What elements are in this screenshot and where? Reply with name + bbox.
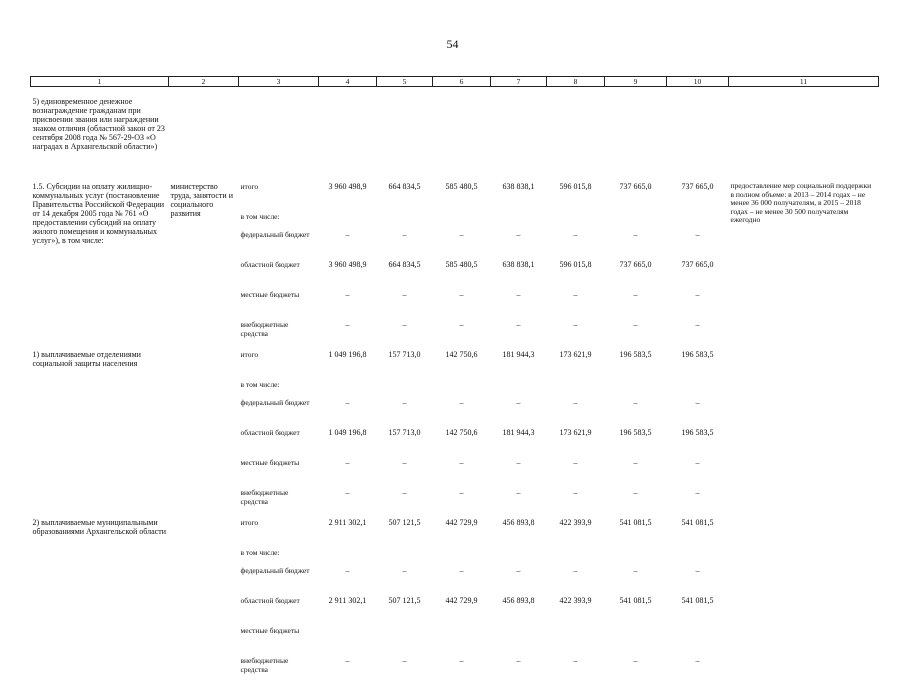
- amount-cell: 737 665,0: [619, 182, 652, 191]
- amount-cell: [433, 545, 491, 563]
- amount-cell: –: [573, 290, 578, 299]
- amount-cell: –: [459, 398, 464, 407]
- amount-cell: 541 081,5: [619, 518, 652, 527]
- amount-cell: –: [345, 320, 350, 329]
- funding-source: областной бюджет: [240, 260, 300, 269]
- amount-cell: [667, 209, 729, 227]
- amount-cell: [667, 377, 729, 395]
- amount-cell: [491, 209, 547, 227]
- amount-cell: 196 583,5: [619, 350, 652, 359]
- amount-cell: –: [516, 230, 521, 239]
- section-name: 1) выплачиваемые отделениями социальной защиты населения: [32, 350, 141, 368]
- amount-cell: 541 081,5: [681, 518, 714, 527]
- section-executor: [169, 515, 239, 683]
- funding-source: федеральный бюджет: [240, 566, 310, 575]
- amount-cell: [491, 377, 547, 395]
- funding-source: итого: [240, 518, 259, 527]
- amount-cell: –: [695, 566, 700, 575]
- amount-cell: [547, 623, 605, 653]
- amount-cell: 157 713,0: [388, 428, 421, 437]
- amount-cell: 1 049 196,8: [328, 350, 367, 359]
- amount-cell: –: [345, 566, 350, 575]
- intro-item-name: 5) единовременное денежное вознаграждение гражданам при присвоении звания или награждении знаком отличия (областной закон от 23 сентября 2008 года № 567-29-ОЗ «О наградах в Архангельской области»): [32, 97, 165, 151]
- amount-cell: –: [695, 320, 700, 329]
- amount-cell: [667, 623, 729, 653]
- header-cell: 5: [377, 77, 433, 87]
- funding-source: в том числе:: [240, 380, 280, 389]
- amount-cell: 585 480,5: [445, 182, 478, 191]
- funding-source: внебюджетные средства: [240, 320, 289, 338]
- amount-cell: –: [633, 230, 638, 239]
- amount-cell: 456 893,8: [502, 518, 535, 527]
- section-goal: предоставление мер социальной поддержки в полном объеме: в 2013 – 2014 годах – не менее 36 000 получателям, в 2015 – 2018 годах – не менее 30 500 получателям ежегодно: [730, 181, 872, 224]
- amount-cell: –: [402, 458, 407, 467]
- amount-cell: [605, 377, 667, 395]
- section-executor: министерство труда, занятости и социального развития: [170, 182, 233, 218]
- amount-cell: [491, 623, 547, 653]
- amount-cell: –: [459, 566, 464, 575]
- header-cell: 6: [433, 77, 491, 87]
- amount-cell: –: [345, 458, 350, 467]
- amount-cell: 422 393,9: [559, 518, 592, 527]
- amount-cell: –: [402, 566, 407, 575]
- amount-cell: –: [633, 398, 638, 407]
- amount-cell: 596 015,8: [559, 260, 592, 269]
- page-number: 54: [446, 37, 459, 51]
- amount-cell: –: [345, 230, 350, 239]
- amount-cell: –: [695, 458, 700, 467]
- amount-cell: –: [402, 230, 407, 239]
- section-goal: [729, 347, 879, 515]
- amount-cell: [433, 209, 491, 227]
- amount-cell: 173 621,9: [559, 428, 592, 437]
- amount-cell: [377, 623, 433, 653]
- amount-cell: 181 944,3: [502, 350, 535, 359]
- amount-cell: –: [573, 230, 578, 239]
- funding-source: местные бюджеты: [240, 458, 300, 467]
- amount-cell: 3 960 498,9: [328, 182, 367, 191]
- amount-cell: –: [695, 230, 700, 239]
- amount-cell: [605, 623, 667, 653]
- funding-source: областной бюджет: [240, 596, 300, 605]
- amount-cell: 157 713,0: [388, 350, 421, 359]
- amount-cell: [491, 545, 547, 563]
- funding-source: в том числе:: [240, 212, 280, 221]
- amount-cell: 541 081,5: [619, 596, 652, 605]
- amount-cell: –: [516, 290, 521, 299]
- amount-cell: –: [516, 656, 521, 665]
- amount-cell: 2 911 302,1: [328, 518, 367, 527]
- funding-source: местные бюджеты: [240, 626, 300, 635]
- amount-cell: 196 583,5: [681, 428, 714, 437]
- amount-cell: 181 944,3: [502, 428, 535, 437]
- amount-cell: [605, 545, 667, 563]
- amount-cell: –: [459, 656, 464, 665]
- amount-cell: –: [459, 488, 464, 497]
- table-row: [31, 179, 879, 209]
- header-cell: 4: [319, 77, 377, 87]
- amount-cell: –: [695, 656, 700, 665]
- amount-cell: –: [516, 458, 521, 467]
- amount-cell: [377, 545, 433, 563]
- header-cell: 11: [729, 77, 879, 87]
- amount-cell: –: [695, 290, 700, 299]
- amount-cell: [377, 209, 433, 227]
- amount-cell: –: [573, 320, 578, 329]
- amount-cell: –: [516, 566, 521, 575]
- amount-cell: 196 583,5: [681, 350, 714, 359]
- amount-cell: –: [573, 458, 578, 467]
- amount-cell: –: [633, 458, 638, 467]
- budget-table: [30, 76, 879, 683]
- amount-cell: 585 480,5: [445, 260, 478, 269]
- amount-cell: –: [345, 488, 350, 497]
- amount-cell: 142 750,6: [445, 428, 478, 437]
- amount-cell: –: [695, 398, 700, 407]
- amount-cell: 3 960 498,9: [328, 260, 367, 269]
- header-cell: 7: [491, 77, 547, 87]
- funding-source: в том числе:: [240, 548, 280, 557]
- section-goal: [729, 515, 879, 683]
- section-executor: [169, 347, 239, 515]
- amount-cell: 737 665,0: [619, 260, 652, 269]
- amount-cell: 541 081,5: [681, 596, 714, 605]
- amount-cell: 638 838,1: [502, 260, 535, 269]
- amount-cell: –: [633, 566, 638, 575]
- amount-cell: –: [345, 656, 350, 665]
- amount-cell: –: [516, 320, 521, 329]
- amount-cell: 507 121,5: [388, 596, 421, 605]
- amount-cell: –: [573, 398, 578, 407]
- amount-cell: 422 393,9: [559, 596, 592, 605]
- amount-cell: –: [516, 398, 521, 407]
- amount-cell: [547, 209, 605, 227]
- amount-cell: 737 665,0: [681, 260, 714, 269]
- amount-cell: 173 621,9: [559, 350, 592, 359]
- amount-cell: –: [459, 230, 464, 239]
- amount-cell: [319, 377, 377, 395]
- header-cell: 3: [239, 77, 319, 87]
- amount-cell: [433, 623, 491, 653]
- funding-source: внебюджетные средства: [240, 656, 289, 674]
- amount-cell: [319, 623, 377, 653]
- amount-cell: –: [633, 320, 638, 329]
- amount-cell: 737 665,0: [681, 182, 714, 191]
- section-name: 2) выплачиваемые муниципальными образованиями Архангельской области: [32, 518, 166, 536]
- amount-cell: [319, 545, 377, 563]
- amount-cell: –: [633, 290, 638, 299]
- table-row: [31, 347, 879, 377]
- amount-cell: [547, 377, 605, 395]
- header-cell: 8: [547, 77, 605, 87]
- header-row: [31, 77, 879, 87]
- funding-source: областной бюджет: [240, 428, 300, 437]
- funding-source: итого: [240, 350, 259, 359]
- funding-source: итого: [240, 182, 259, 191]
- amount-cell: –: [459, 320, 464, 329]
- intro-row: [31, 87, 879, 180]
- amount-cell: –: [402, 398, 407, 407]
- amount-cell: 638 838,1: [502, 182, 535, 191]
- amount-cell: –: [459, 458, 464, 467]
- header-cell: 9: [605, 77, 667, 87]
- amount-cell: –: [402, 320, 407, 329]
- amount-cell: [605, 209, 667, 227]
- amount-cell: –: [573, 656, 578, 665]
- amount-cell: 596 015,8: [559, 182, 592, 191]
- amount-cell: 507 121,5: [388, 518, 421, 527]
- amount-cell: 664 834,5: [388, 260, 421, 269]
- amount-cell: –: [345, 290, 350, 299]
- funding-source: федеральный бюджет: [240, 398, 310, 407]
- amount-cell: 2 911 302,1: [328, 596, 367, 605]
- table-row: [31, 515, 879, 545]
- amount-cell: –: [459, 290, 464, 299]
- amount-cell: –: [633, 488, 638, 497]
- amount-cell: 196 583,5: [619, 428, 652, 437]
- amount-cell: –: [695, 488, 700, 497]
- amount-cell: –: [402, 290, 407, 299]
- amount-cell: [667, 545, 729, 563]
- amount-cell: 456 893,8: [502, 596, 535, 605]
- amount-cell: –: [633, 656, 638, 665]
- amount-cell: 1 049 196,8: [328, 428, 367, 437]
- amount-cell: –: [573, 488, 578, 497]
- header-cell: 10: [667, 77, 729, 87]
- amount-cell: –: [573, 566, 578, 575]
- funding-source: местные бюджеты: [240, 290, 300, 299]
- amount-cell: –: [516, 488, 521, 497]
- amount-cell: 442 729,9: [445, 596, 478, 605]
- amount-cell: –: [402, 656, 407, 665]
- section-name: 1.5. Субсидии на оплату жилищно-коммунальных услуг (постановление Правительства Российской Федерации от 14 декабря 2005 года № 761 «О предоставлении субсидий на оплату жилого помещения и коммунальных услуг»), в том числе:: [32, 182, 165, 245]
- amount-cell: –: [345, 398, 350, 407]
- header-cell: 1: [31, 77, 169, 87]
- amount-cell: 442 729,9: [445, 518, 478, 527]
- funding-source: федеральный бюджет: [240, 230, 310, 239]
- header-cell: 2: [169, 77, 239, 87]
- amount-cell: [547, 545, 605, 563]
- amount-cell: [319, 209, 377, 227]
- amount-cell: 664 834,5: [388, 182, 421, 191]
- amount-cell: –: [402, 488, 407, 497]
- amount-cell: [377, 377, 433, 395]
- amount-cell: [433, 377, 491, 395]
- funding-source: внебюджетные средства: [240, 488, 289, 506]
- amount-cell: 142 750,6: [445, 350, 478, 359]
